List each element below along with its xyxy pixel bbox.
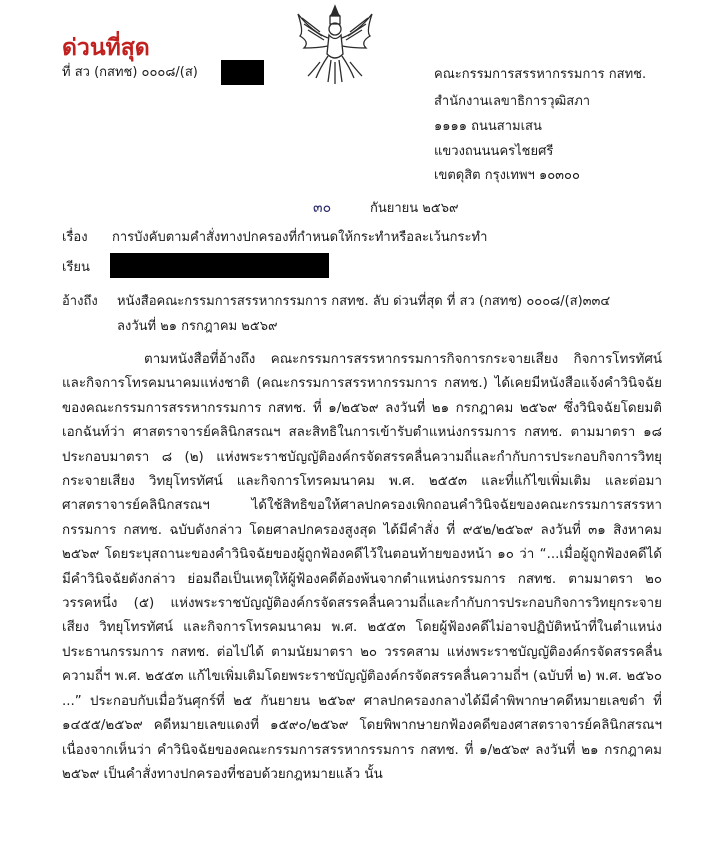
body-text: ตามหนังสือที่อ้างถึง คณะกรรมการสรรหากรรมการกิจการกระจายเสียง กิจการโทรทัศน์ และกิจการโทรคมนาคมแห่งชาติ (คณะกรรมการสรรหากรรมการ กสทช.) ได้เคยมีหนังสือแจ้งคำวินิจฉัยของคณะกรรมการสรรหากรรมการ กสทช. ที่ ๑/๒๕๖๙ ลงวันที่ ๒๑ กรกฎาคม ๒๕๖๙ ซึ่งวินิจฉัยโดยมติเอกฉันท์ว่า ศาสตราจารย์คลินิกสรณฯ สละสิทธิในการเข้ารับตำแหน่งกรรมการ กสทช. ตามมาตรา ๑๘ ประกอบมาตรา ๘ (๒) แห่งพระราชบัญญัติองค์กรจัดสรรคลื่นความถี่และกำกับการประกอบกิจการวิทยุกระจายเสียง วิทยุโทรทัศน์ และกิจการโทรคมนาคม พ.ศ. ๒๕๕๓ และที่แก้ไขเพิ่มเติม และต่อมา ศาสตราจารย์คลินิกสรณฯ ได้ใช้สิทธิขอให้ศาลปกครองเพิกถอนคำวินิจฉัยของคณะกรรมการสรรหากรรมการ กสทช. ฉบับดังกล่าว โดยศาลปกครองสูงสุด ได้มีคำสั่ง ที่ ๙๕๒/๒๕๖๙ ลงวันที่ ๓๑ สิงหาคม ๒๕๖๙ โดยระบุสถานะของคำวินิจฉัยของผู้ถูกฟ้องคดีไว้ในตอนท้ายของหน้า ๑๐ ว่า “...เมื่อผู้ถูกฟ้องคดีได้มีคำวินิจฉัยดังกล่าว ย่อมถือเป็นเหตุให้ผู้ฟ้องคดีต้องพ้นจากตำแหน่งกรรมการ กสทช. ตามมาตรา ๒๐ วรรคหนึ่ง (๕) แห่งพระราชบัญญัติองค์กรจัดสรรคลื่นความถี่และกำกับการประกอบกิจการวิทยุกระจายเสียง วิทยุโทรทัศน์ และกิจการโทรคมนาคม พ.ศ. ๒๕๕๓ โดยผู้ฟ้องคดีไม่อาจปฏิบัติหน้าที่ในตำแหน่งประธานกรรมการ กสทช. ต่อไปได้ ตามนัยมาตรา ๒๐ วรรคสาม แห่งพระราชบัญญัติองค์กรจัดสรรคลื่นความถี่ฯ พ.ศ. ๒๕๕๓ แก้ไขเพิ่มเติมโดยพระราชบัญญัติองค์กรจัดสรรคลื่นความถี่ฯ (ฉบับที่ ๒) พ.ศ. ๒๕๖๐ ...” ประกอบกับเมื่อวันศุกร์ที่ ๒๕ กันยายน ๒๕๖๙ ศาลปกครองกลางได้มีคำพิพากษาคดีหมายเลขดำ ที่ ๑๔๕๕/๒๕๖๙ คดีหมายเลขแดงที่ ๑๕๙๐/๒๕๖๙ โดยพิพากษายกฟ้องคดีของศาสตราจารย์คลินิกสรณฯ เนื่องจากเห็นว่า คำวินิจฉัยของคณะกรรมการสรรหากรรมการ กสทช. ที่ ๑/๒๕๖๙ ลงวันที่ ๒๑ กรกฎาคม ๒๕๖๙ เป็นคำสั่งทางปกครองที่ชอบด้วยกฎหมายแล้ว นั้น: [62, 352, 662, 782]
reference-line: ลงวันที่ ๒๑ กรกฎาคม ๒๕๖๙: [117, 319, 278, 334]
sender-line: สำนักงานเลขาธิการวุฒิสภา: [434, 94, 591, 109]
sender-line: เขตดุสิต กรุงเทพฯ ๑๐๓๐๐: [434, 168, 580, 183]
subject-text: การบังคับตามคำสั่งทางปกครองที่กำหนดให้กระทำหรือละเว้นกระทำ: [112, 230, 488, 245]
sender-line: คณะกรรมการสรรหากรรมการ กสทช.: [434, 67, 647, 82]
date-day: ๓๐: [313, 200, 332, 216]
reference-line: หนังสือคณะกรรมการสรรหากรรมการ กสทช. ลับ ด่วนที่สุด ที่ สว (กสทช) ๐๐๐๘/(ส)๓๓๔: [117, 294, 611, 309]
urgent-label: ด่วนที่สุด: [62, 35, 150, 61]
body-paragraph: [62, 348, 662, 787]
to-label: เรียน: [62, 260, 90, 275]
reference-number: ที่ สว (กสทช) ๐๐๐๘/(ส): [62, 65, 198, 80]
date-month-year: กันยายน ๒๕๖๙: [370, 201, 459, 216]
sender-line: แขวงถนนนครไชยศรี: [434, 144, 554, 159]
reference-label: อ้างถึง: [62, 294, 98, 309]
redacted-block: [110, 253, 329, 278]
garuda-emblem-icon: [290, 2, 380, 86]
sender-line: ๑๑๑๑ ถนนสามเสน: [434, 119, 542, 134]
subject-label: เรื่อง: [62, 230, 88, 245]
redacted-block: [221, 60, 264, 85]
